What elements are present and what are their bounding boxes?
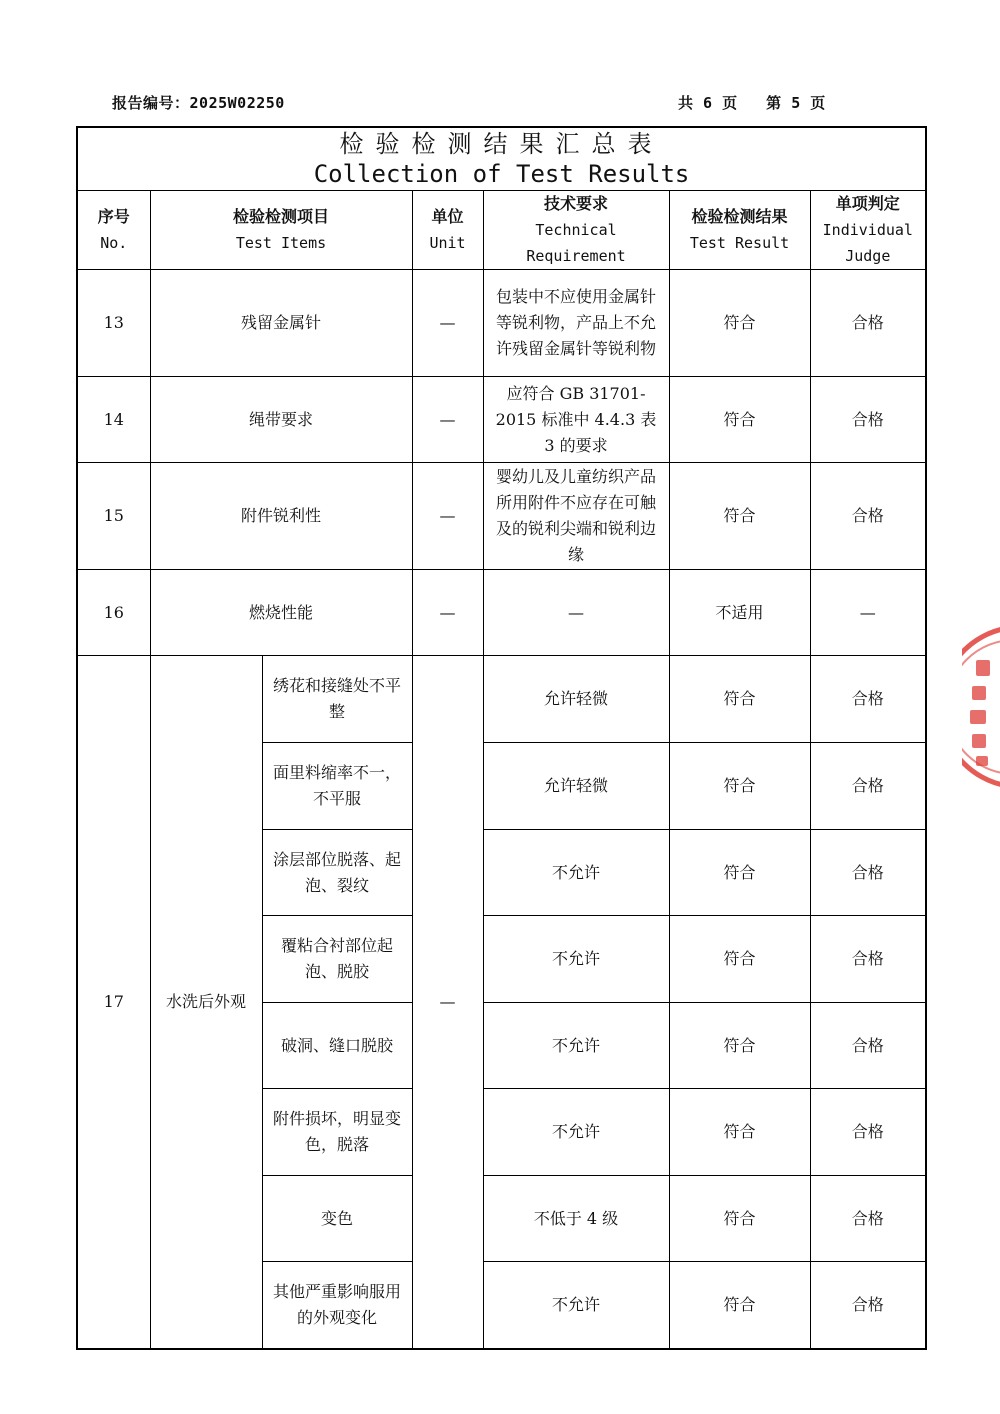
sub-item: 覆粘合衬部位起泡、脱胶 [262,916,412,1003]
row-item: 残留金属针 [150,270,412,377]
row-judge: 合格 [810,916,926,1003]
seal-stamp [962,620,1000,790]
row-item: 燃烧性能 [150,570,412,656]
sub-item: 附件损坏，明显变色，脱落 [262,1089,412,1176]
row-unit: — [412,377,483,463]
row-result: 符合 [669,916,810,1003]
row-judge: — [810,570,926,656]
row-no: 13 [77,270,150,377]
page-indicator: 共 6 页 第 5 页 [678,94,826,112]
col-no-en: No. [100,234,128,252]
table-row [77,570,926,656]
row-requirement: 不允许 [483,1003,669,1089]
col-result-cn: 检验检测结果 [691,207,788,226]
row-judge: 合格 [810,377,926,463]
report-number-value: 2025W02250 [189,94,285,112]
group-unit: — [412,656,483,1349]
row-result: 符合 [669,463,810,570]
table-title [77,127,926,191]
row-requirement: 不允许 [483,1262,669,1349]
col-header-result [669,191,810,270]
group-item: 水洗后外观 [150,656,262,1349]
row-requirement: 应符合 GB 31701-2015 标准中 4.4.3 表 3 的要求 [483,377,669,463]
col-header-judge [810,191,926,270]
row-result: 符合 [669,1176,810,1262]
col-req-en1: Technical [535,221,617,239]
row-requirement: 不允许 [483,916,669,1003]
row-unit: — [412,570,483,656]
table-row [77,270,926,377]
col-judge-cn: 单项判定 [835,194,900,213]
row-judge: 合格 [810,1089,926,1176]
row-judge: 合格 [810,656,926,743]
sub-item: 绣花和接缝处不平整 [262,656,412,743]
row-unit: — [412,270,483,377]
table-header-row [77,191,926,270]
sub-item: 涂层部位脱落、起泡、裂纹 [262,830,412,916]
sub-item: 其他严重影响服用的外观变化 [262,1262,412,1349]
col-unit-cn: 单位 [431,207,464,226]
row-result: 符合 [669,270,810,377]
col-req-cn: 技术要求 [543,194,608,213]
col-item-en: Test Items [235,234,327,252]
col-no-cn: 序号 [97,207,130,226]
sub-item: 面里料缩率不一，不平服 [262,743,412,830]
row-requirement: 允许轻微 [483,656,669,743]
row-no: 14 [77,377,150,463]
report-number [112,92,285,113]
col-unit-en: Unit [429,234,466,252]
col-item-cn: 检验检测项目 [232,207,329,226]
table-title-en: Collection of Test Results [313,160,690,188]
row-result: 符合 [669,1089,810,1176]
sub-item: 破洞、缝口脱胶 [262,1003,412,1089]
table-title-cn: 检验检测结果汇总表 [339,130,664,158]
row-requirement: 允许轻微 [483,743,669,830]
table-row [77,377,926,463]
row-result: 符合 [669,1262,810,1349]
row-judge: 合格 [810,1003,926,1089]
row-result: 符合 [669,830,810,916]
row-result: 不适用 [669,570,810,656]
row-judge: 合格 [810,1262,926,1349]
row-result: 符合 [669,656,810,743]
row-judge: 合格 [810,270,926,377]
row-result: 符合 [669,377,810,463]
row-result: 符合 [669,743,810,830]
group-no: 17 [77,656,150,1349]
row-judge: 合格 [810,830,926,916]
row-judge: 合格 [810,1176,926,1262]
col-req-en2: Requirement [526,247,626,265]
results-table [76,126,927,1350]
row-requirement: 包装中不应使用金属针等锐利物，产品上不允许残留金属针等锐利物 [483,270,669,377]
row-item: 附件锐利性 [150,463,412,570]
row-requirement: — [483,570,669,656]
row-unit: — [412,463,483,570]
row-judge: 合格 [810,743,926,830]
col-judge-en2: Judge [845,247,891,265]
row-item: 绳带要求 [150,377,412,463]
table-row [77,656,926,743]
col-header-item [150,191,412,270]
col-header-no [77,191,150,270]
sub-item: 变色 [262,1176,412,1262]
row-requirement: 不允许 [483,1089,669,1176]
row-judge: 合格 [810,463,926,570]
row-no: 16 [77,570,150,656]
table-row [77,463,926,570]
col-header-requirement [483,191,669,270]
report-number-label: 报告编号： [112,94,190,112]
col-judge-en1: Individual [822,221,913,239]
row-requirement: 不允许 [483,830,669,916]
col-header-unit [412,191,483,270]
row-result: 符合 [669,1003,810,1089]
row-requirement: 不低于 4 级 [483,1176,669,1262]
col-result-en: Test Result [689,234,790,252]
row-no: 15 [77,463,150,570]
row-requirement: 婴幼儿及儿童纺织产品所用附件不应存在可触及的锐利尖端和锐利边缘 [483,463,669,570]
